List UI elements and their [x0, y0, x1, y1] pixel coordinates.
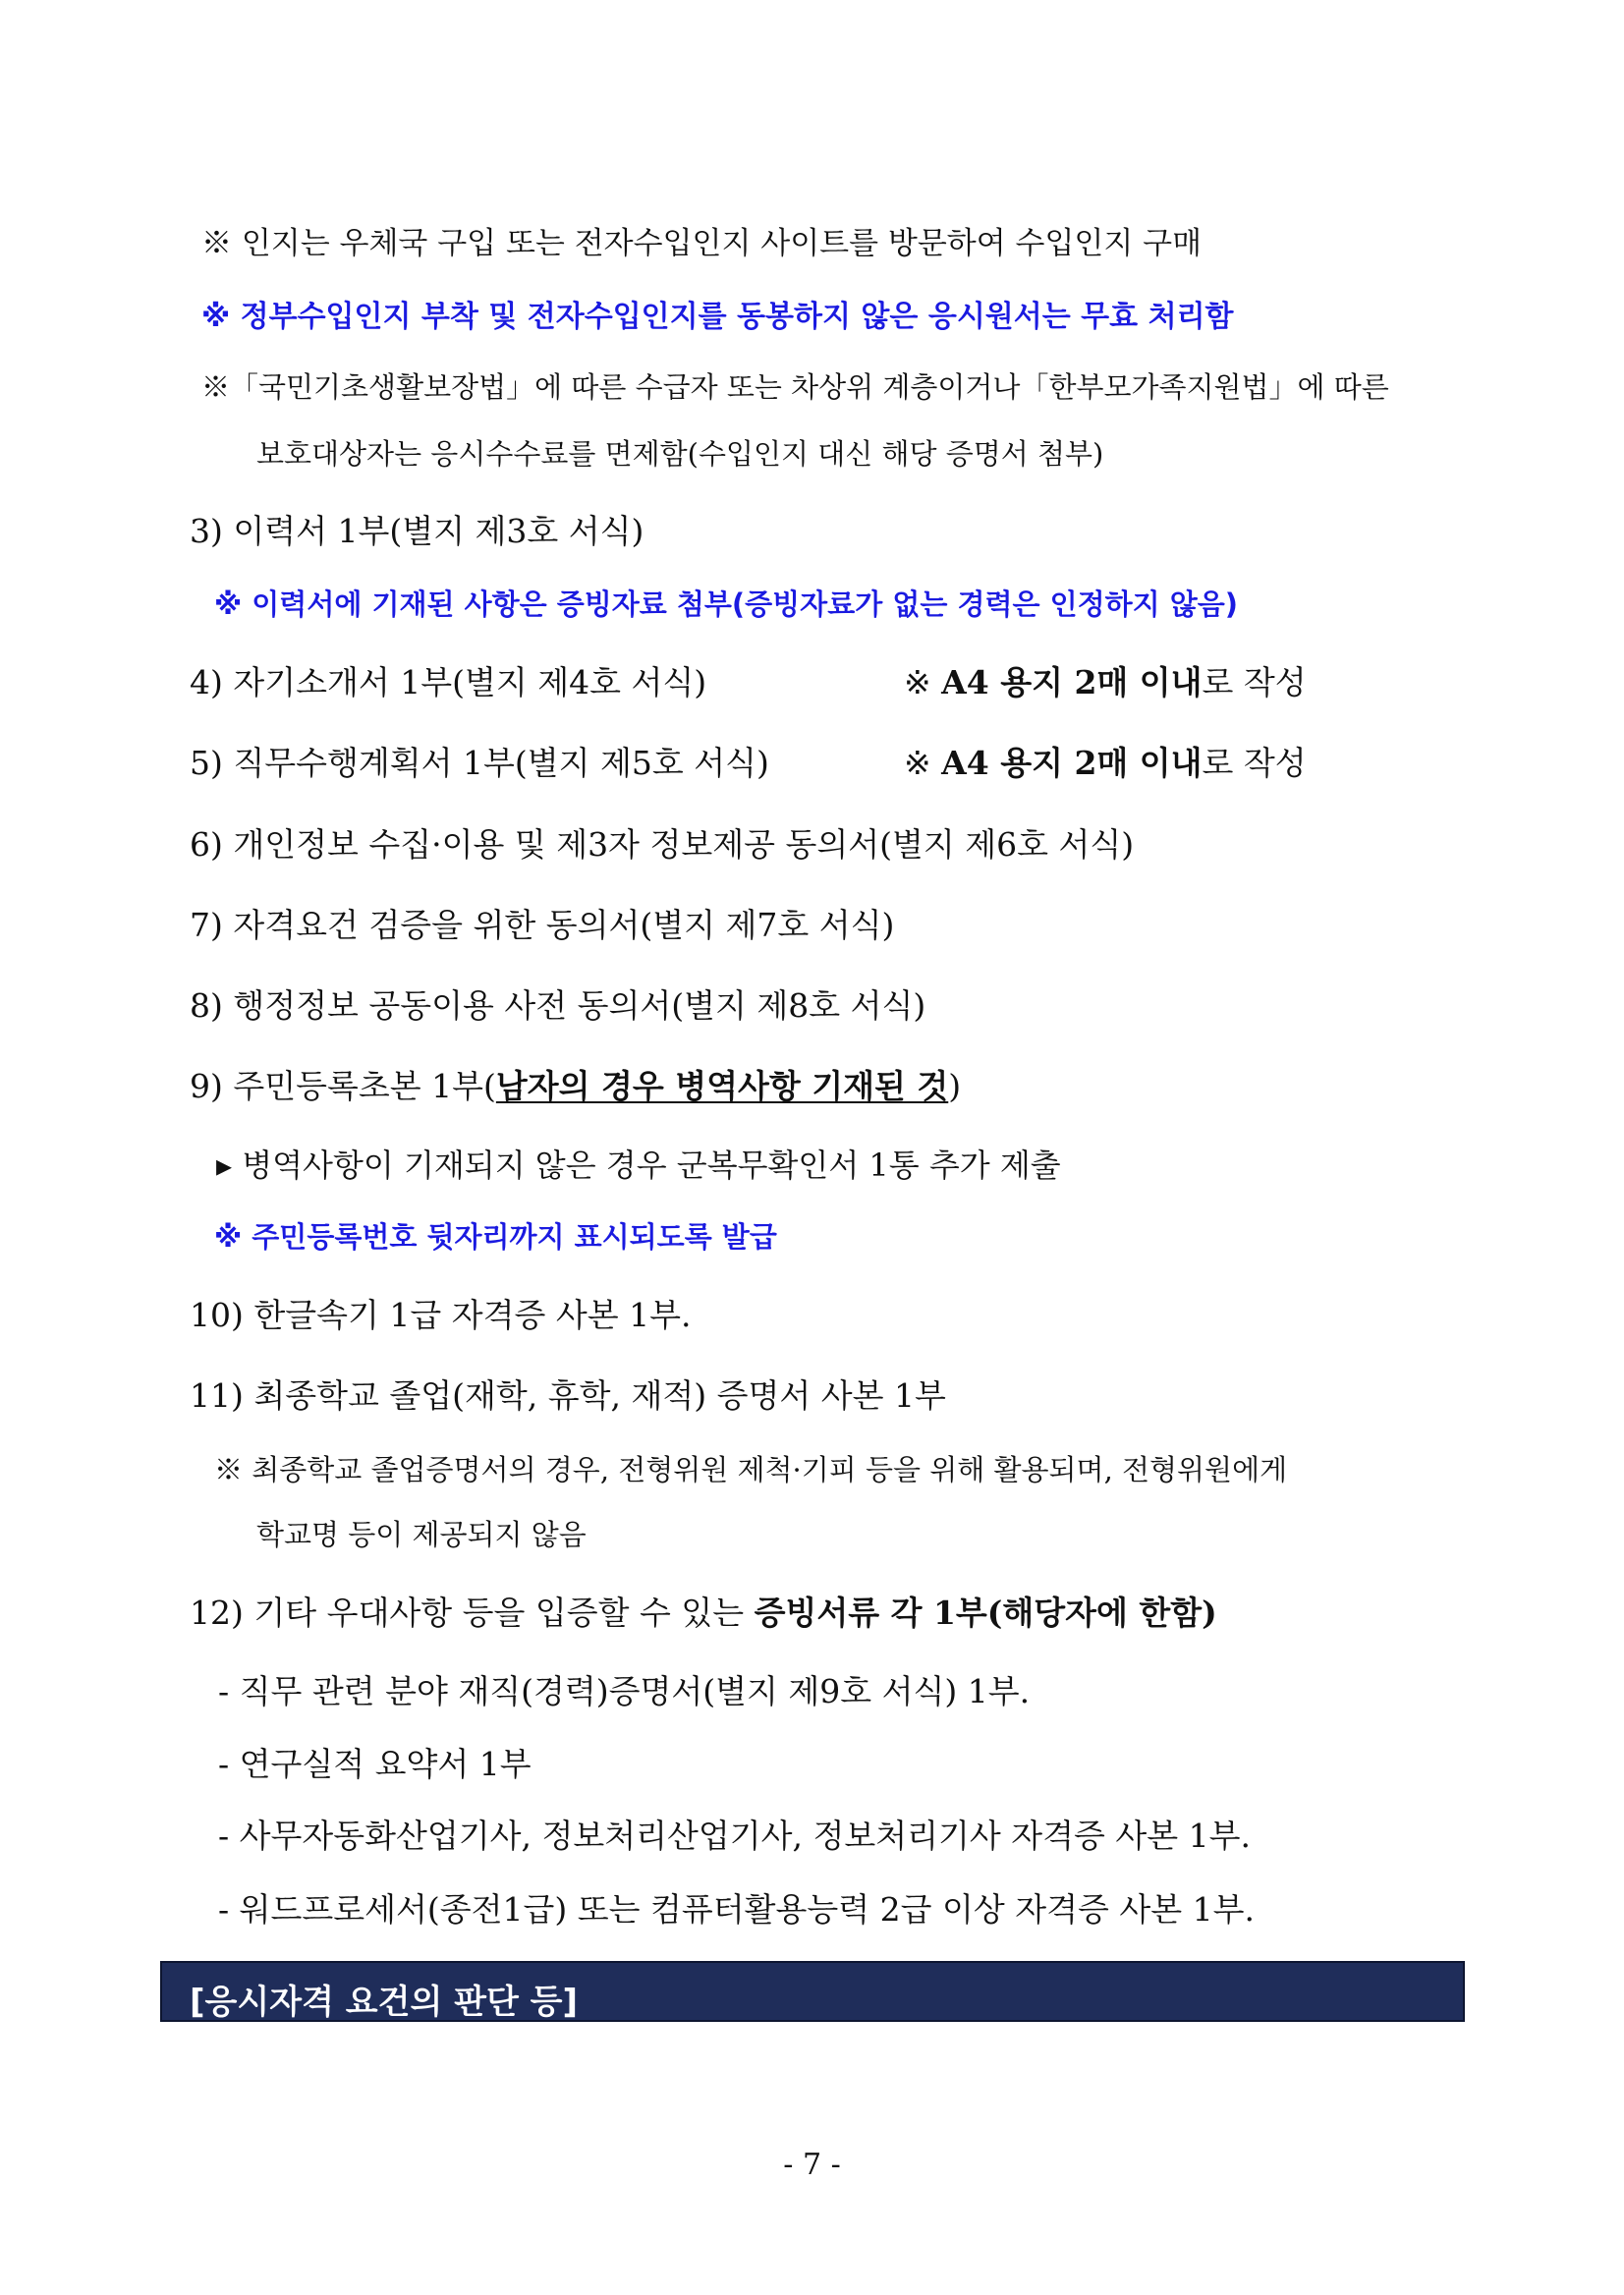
item-resident-register: [190, 1067, 962, 1105]
item-other-documents-prefix: 12) 기타 우대사항 등을 입증할 수 있는: [190, 1594, 755, 1632]
item-other-documents: [190, 1594, 1217, 1632]
item-privacy-consent: 6) 개인정보 수집·이용 및 제3자 정보제공 동의서(별지 제6호 서식): [190, 825, 1135, 864]
note-job-plan: [904, 744, 1307, 782]
item-verification-consent: 7) 자격요건 검증을 위한 동의서(별지 제7호 서식): [190, 906, 895, 944]
item-resident-register-prefix: 9) 주민등록초본 1부(: [190, 1067, 496, 1105]
note-self-intro-prefix: ※: [904, 663, 942, 701]
sub-item-employment-cert: - 직무 관련 분야 재직(경력)증명서(별지 제9호 서식) 1부.: [218, 1672, 1031, 1710]
item-resident-register-suffix: ): [948, 1067, 962, 1105]
item-resident-register-bold: 남자의 경우 병역사항 기재된 것: [495, 1067, 949, 1105]
note-exemption-line2: 보호대상자는 응시수수료를 면제함(수입인지 대신 해당 증명서 첨부): [256, 437, 1104, 471]
note-resume: ※ 이력서에 기재된 사항은 증빙자료 첨부(증빙자료가 없는 경력은 인정하지 않음): [214, 588, 1239, 621]
sub-item-office-cert: - 사무자동화산업기사, 정보처리산업기사, 정보처리기사 자격증 사본 1부.: [218, 1817, 1252, 1855]
item-other-documents-bold: 증빙서류 각 1부(해당자에 한함): [754, 1594, 1217, 1632]
note-exemption-line1: ※「국민기초생활보장법」에 따른 수급자 또는 차상위 계층이거나「한부모가족지원법」에 따른: [201, 370, 1389, 404]
note-invalid-warning: ※ 정부수입인지 부착 및 전자수입인지를 동봉하지 않은 응시원서는 무효 처리함: [201, 300, 1234, 334]
section-heading: [응시자격 요건의 판단 등]: [190, 1983, 579, 2022]
note-graduation-line1: ※ 최종학교 졸업증명서의 경우, 전형위원 제척·기피 등을 위해 활용되며, 전형위원에게: [214, 1453, 1288, 1486]
page-number: - 7 -: [783, 2148, 841, 2182]
note-job-plan-bold: A4 용지 2매 이내: [941, 744, 1203, 782]
item-graduation-cert: 11) 최종학교 졸업(재학, 휴학, 재적) 증명서 사본 1부: [190, 1376, 946, 1415]
note-military-service: ▸ 병역사항이 기재되지 않은 경우 군복무확인서 1통 추가 제출: [216, 1147, 1061, 1184]
note-job-plan-prefix: ※: [904, 744, 942, 782]
item-admin-info-consent: 8) 행정정보 공동이용 사전 동의서(별지 제8호 서식): [190, 986, 926, 1025]
item-job-plan: 5) 직무수행계획서 1부(별지 제5호 서식): [190, 744, 769, 782]
note-stamp-purchase: ※ 인지는 우체국 구입 또는 전자수입인지 사이트를 방문하여 수입인지 구매: [201, 226, 1203, 261]
note-job-plan-suffix: 로 작성: [1202, 744, 1307, 782]
note-self-intro-bold: A4 용지 2매 이내: [941, 663, 1203, 701]
note-graduation-line2: 학교명 등이 제공되지 않음: [256, 1518, 587, 1551]
item-typing-cert: 10) 한글속기 1급 자격증 사본 1부.: [190, 1296, 692, 1334]
item-resume: 3) 이력서 1부(별지 제3호 서식): [190, 512, 644, 550]
section-heading-bar: [160, 1961, 1465, 2022]
note-self-intro-suffix: 로 작성: [1202, 663, 1307, 701]
sub-item-research-summary: - 연구실적 요약서 1부: [218, 1745, 532, 1783]
note-resident-number: ※ 주민등록번호 뒷자리까지 표시되도록 발급: [214, 1220, 777, 1254]
note-self-intro: [904, 663, 1307, 701]
item-self-intro: 4) 자기소개서 1부(별지 제4호 서식): [190, 663, 707, 701]
sub-item-wordproc-cert: - 워드프로세서(종전1급) 또는 컴퓨터활용능력 2급 이상 자격증 사본 1부.: [218, 1890, 1255, 1929]
